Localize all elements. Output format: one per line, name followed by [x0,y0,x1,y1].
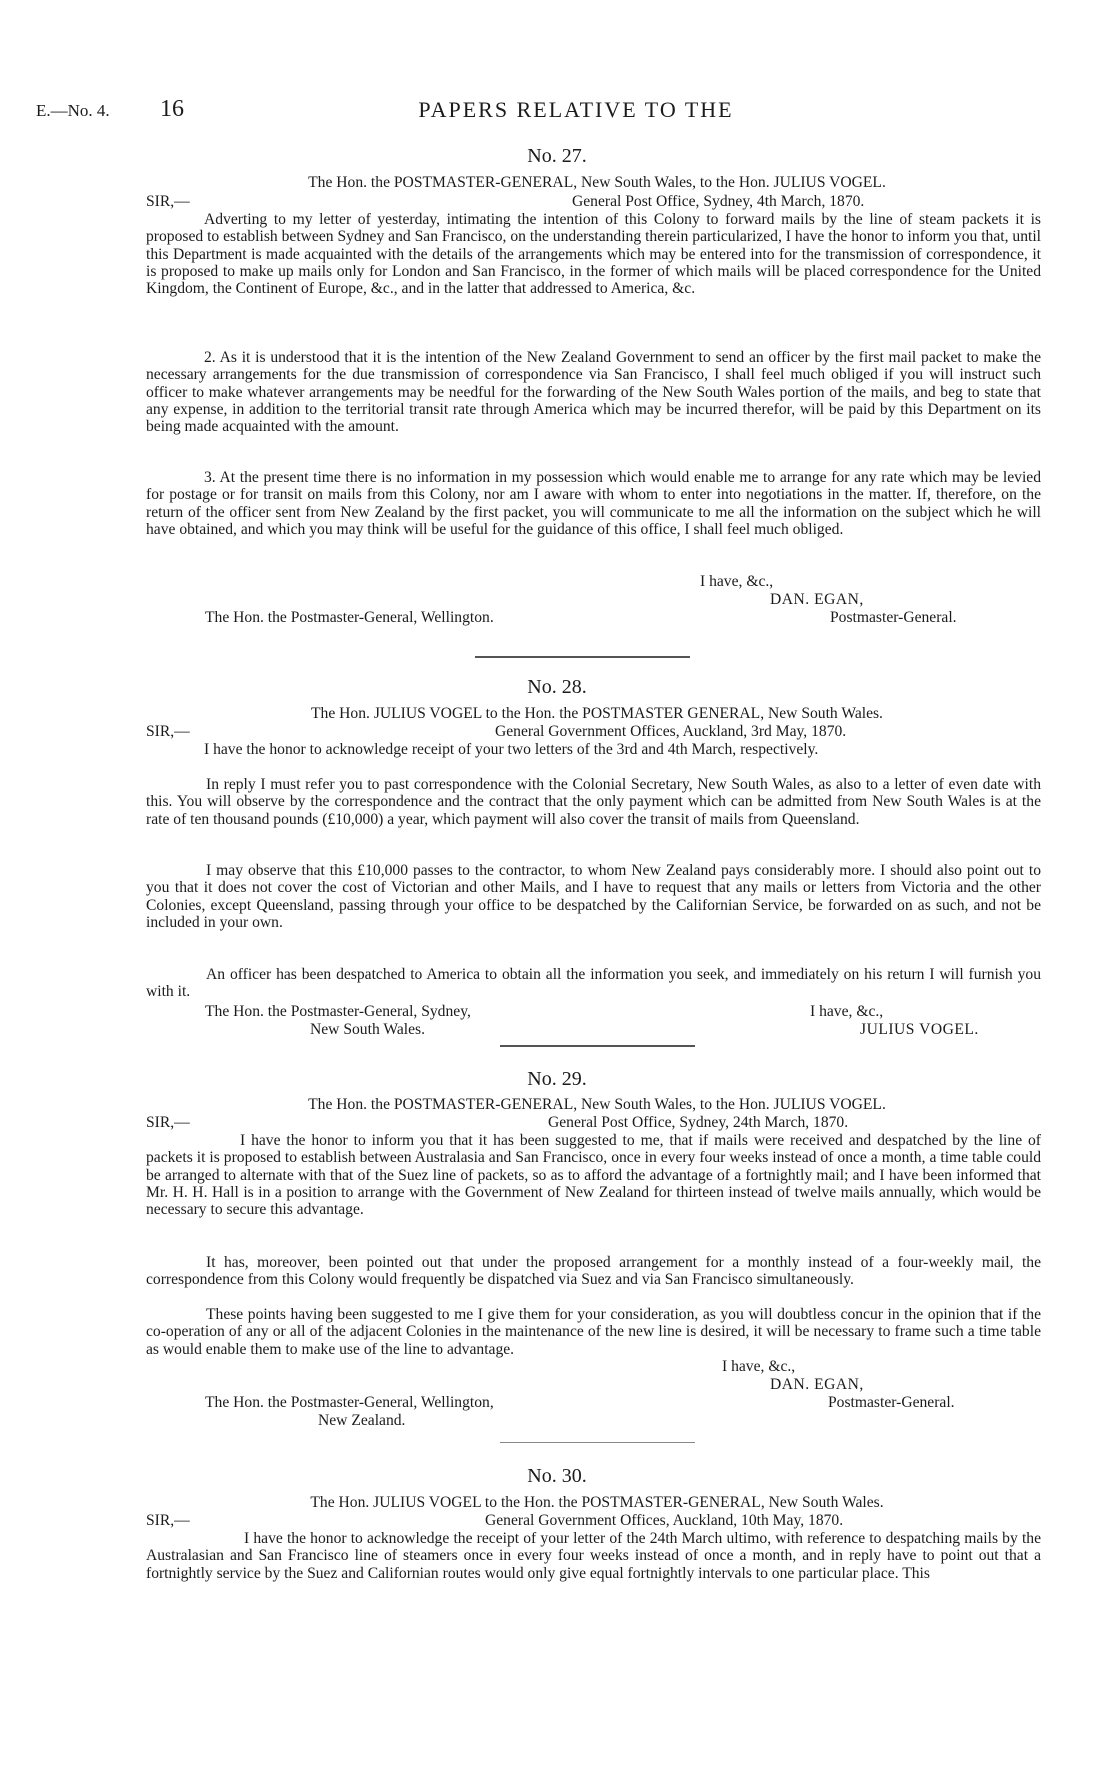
closing: I have, &c., [810,1003,884,1020]
section-divider [475,656,690,658]
section-divider [500,1045,695,1047]
letter-paragraph: It has, moreover, been pointed out that under the proposed arrangement for a monthly instead of a four-weekly mail, the correspondence from this Colony would frequently be dispatched via Suez and via San Francisco simultaneously. [146,1254,1041,1289]
salutation: SIR,— [146,1114,190,1131]
letter-paragraph: 3. At the present time there is no information in my possession which would enable me to arrange for any rate which may be levied for postage or for transit on mails from this Colony, nor am I aware with whom to enter into negotiations in the matter. If, therefore, on the return of the officer sent from New Zealand by the first packet, you will communicate to me all the information on the subject which he will have obtained, and which you may think will be useful for the guidance of this office, I shall feel much obliged. [146,469,1041,538]
letter-paragraph: 2. As it is understood that it is the intention of the New Zealand Government to send an officer by the first mail packet to make the necessary arrangements for the due transmission of correspondence via San Francisco, I shall feel much obliged if you will instruct such officer to make whatever arrangements may be needful for the forwarding of the New South Wales portion of the mails, and beg to state that any expense, in addition to the territorial transit rate through America which may be incurred therefor, will be paid by this Department on its being made acquainted with the amount. [146,349,1041,436]
addressee: The Hon. the Postmaster-General, Wellington. [205,609,494,626]
letter-from-to: The Hon. JULIUS VOGEL to the Hon. the POSTMASTER-GENERAL, New South Wales. [310,1494,884,1511]
letter-number: No. 29. [527,1068,587,1090]
document-reference: E.—No. 4. [36,101,110,120]
salutation: SIR,— [146,1512,190,1529]
place-date: General Post Office, Sydney, 4th March, 1870. [572,193,865,210]
letter-paragraph: I have the honor to inform you that it has been suggested to me, that if mails were received and despatched by the line of packets it is proposed to establish between Australasia and San Francisco, once in every four weeks instead of once a month, a time table could be arranged to alternate with that of the Suez line of packets, so as to afford the advantage of a fortnightly mail; and I have been informed that Mr. H. H. Hall is in a position to arrange with the Government of New Zealand for thirteen instead of twelve mails annually, which would be necessary to secure this advantage. [146,1132,1041,1219]
letter-from-to: The Hon. the POSTMASTER-GENERAL, New South Wales, to the Hon. JULIUS VOGEL. [308,1096,886,1113]
closing: I have, &c., [700,573,774,590]
addressee: The Hon. the Postmaster-General, Wellington, [205,1394,494,1411]
running-title [0,97,1114,123]
letter-paragraph: In reply I must refer you to past correspondence with the Colonial Secretary, New South Wales, as also to a letter of even date with this. You will observe by the correspondence and the contract that the only payment which can be admitted from New South Wales is at the rate of ten thousand pounds (£10,000) a year, which payment will also cover the transit of mails from Queensland. [146,776,1041,828]
letter-from-to: The Hon. JULIUS VOGEL to the Hon. the POSTMASTER GENERAL, New South Wales. [311,705,883,722]
letter-paragraph: I have the honor to acknowledge the receipt of your letter of the 24th March ultimo, with reference to despatching mails by the Australasian and San Francisco line of steamers once in every four weeks instead of once a month, and in reply have to point out that a fortnightly service by the Suez and Californian routes would only give equal fortnightly intervals to one particular place. This [146,1530,1041,1582]
place-date: General Government Offices, Auckland, 10th May, 1870. [485,1512,844,1529]
running-title-text: PAPERS RELATIVE TO THE [418,97,734,122]
letter-paragraph: I may observe that this £10,000 passes to the contractor, to whom New Zealand pays considerably more. I should also point out to you that it does not cover the cost of Victorian and other Mails, and I have to request that any mails or letters from Victoria and the other Colonies, except Queensland, passing through your office to be despatched by the Californian Service, be forwarded on as such, and not be included in your own. [146,862,1041,931]
letter-number: No. 28. [527,676,587,698]
closing: I have, &c., [722,1358,796,1375]
addressee-line2: New South Wales. [310,1021,425,1038]
place-date: General Government Offices, Auckland, 3rd May, 1870. [495,723,847,740]
salutation: SIR,— [146,193,190,210]
page-number: 16 [160,96,184,122]
letter-paragraph: I have the honor to acknowledge receipt of your two letters of the 3rd and 4th March, respectively. [204,741,819,758]
letter-paragraph: These points having been suggested to me I give them for your consideration, as you will doubtless concur in the opinion that if the co-operation of any or all of the adjacent Colonies in the maintenance of the new line is desired, it will be necessary to frame such a time table as would enable them to make use of the line to advantage. [146,1306,1041,1358]
letter-paragraph: Adverting to my letter of yesterday, intimating the intention of this Colony to forward mails by the line of steam packets it is proposed to establish between Sydney and San Francisco, on the understanding therein particularized, I have the honor to inform you that, until this Department is made acquainted with the details of the arrangements which may be entered into for the transmission of correspondence, it is proposed to make up mails only for London and San Francisco, in the former of which mails will be placed correspondence for the United Kingdom, the Continent of Europe, &c., and in the latter that addressed to America, &c. [146,211,1041,298]
addressee-line2: New Zealand. [318,1412,406,1429]
signature: DAN. EGAN, [770,591,864,608]
letter-from-to: The Hon. the POSTMASTER-GENERAL, New South Wales, to the Hon. JULIUS VOGEL. [308,174,886,191]
addressee: The Hon. the Postmaster-General, Sydney, [205,1003,471,1020]
signature: DAN. EGAN, [770,1376,864,1393]
signature-title: Postmaster-General. [830,609,957,626]
signature: JULIUS VOGEL. [860,1021,979,1038]
letter-number: No. 30. [527,1465,587,1487]
salutation: SIR,— [146,723,190,740]
letter-number: No. 27. [527,145,587,167]
section-divider [500,1442,695,1443]
signature-title: Postmaster-General. [828,1394,955,1411]
place-date: General Post Office, Sydney, 24th March, 1870. [548,1114,849,1131]
letter-paragraph: An officer has been despatched to America to obtain all the information you seek, and immediately on his return I will furnish you with it. [146,966,1041,1001]
